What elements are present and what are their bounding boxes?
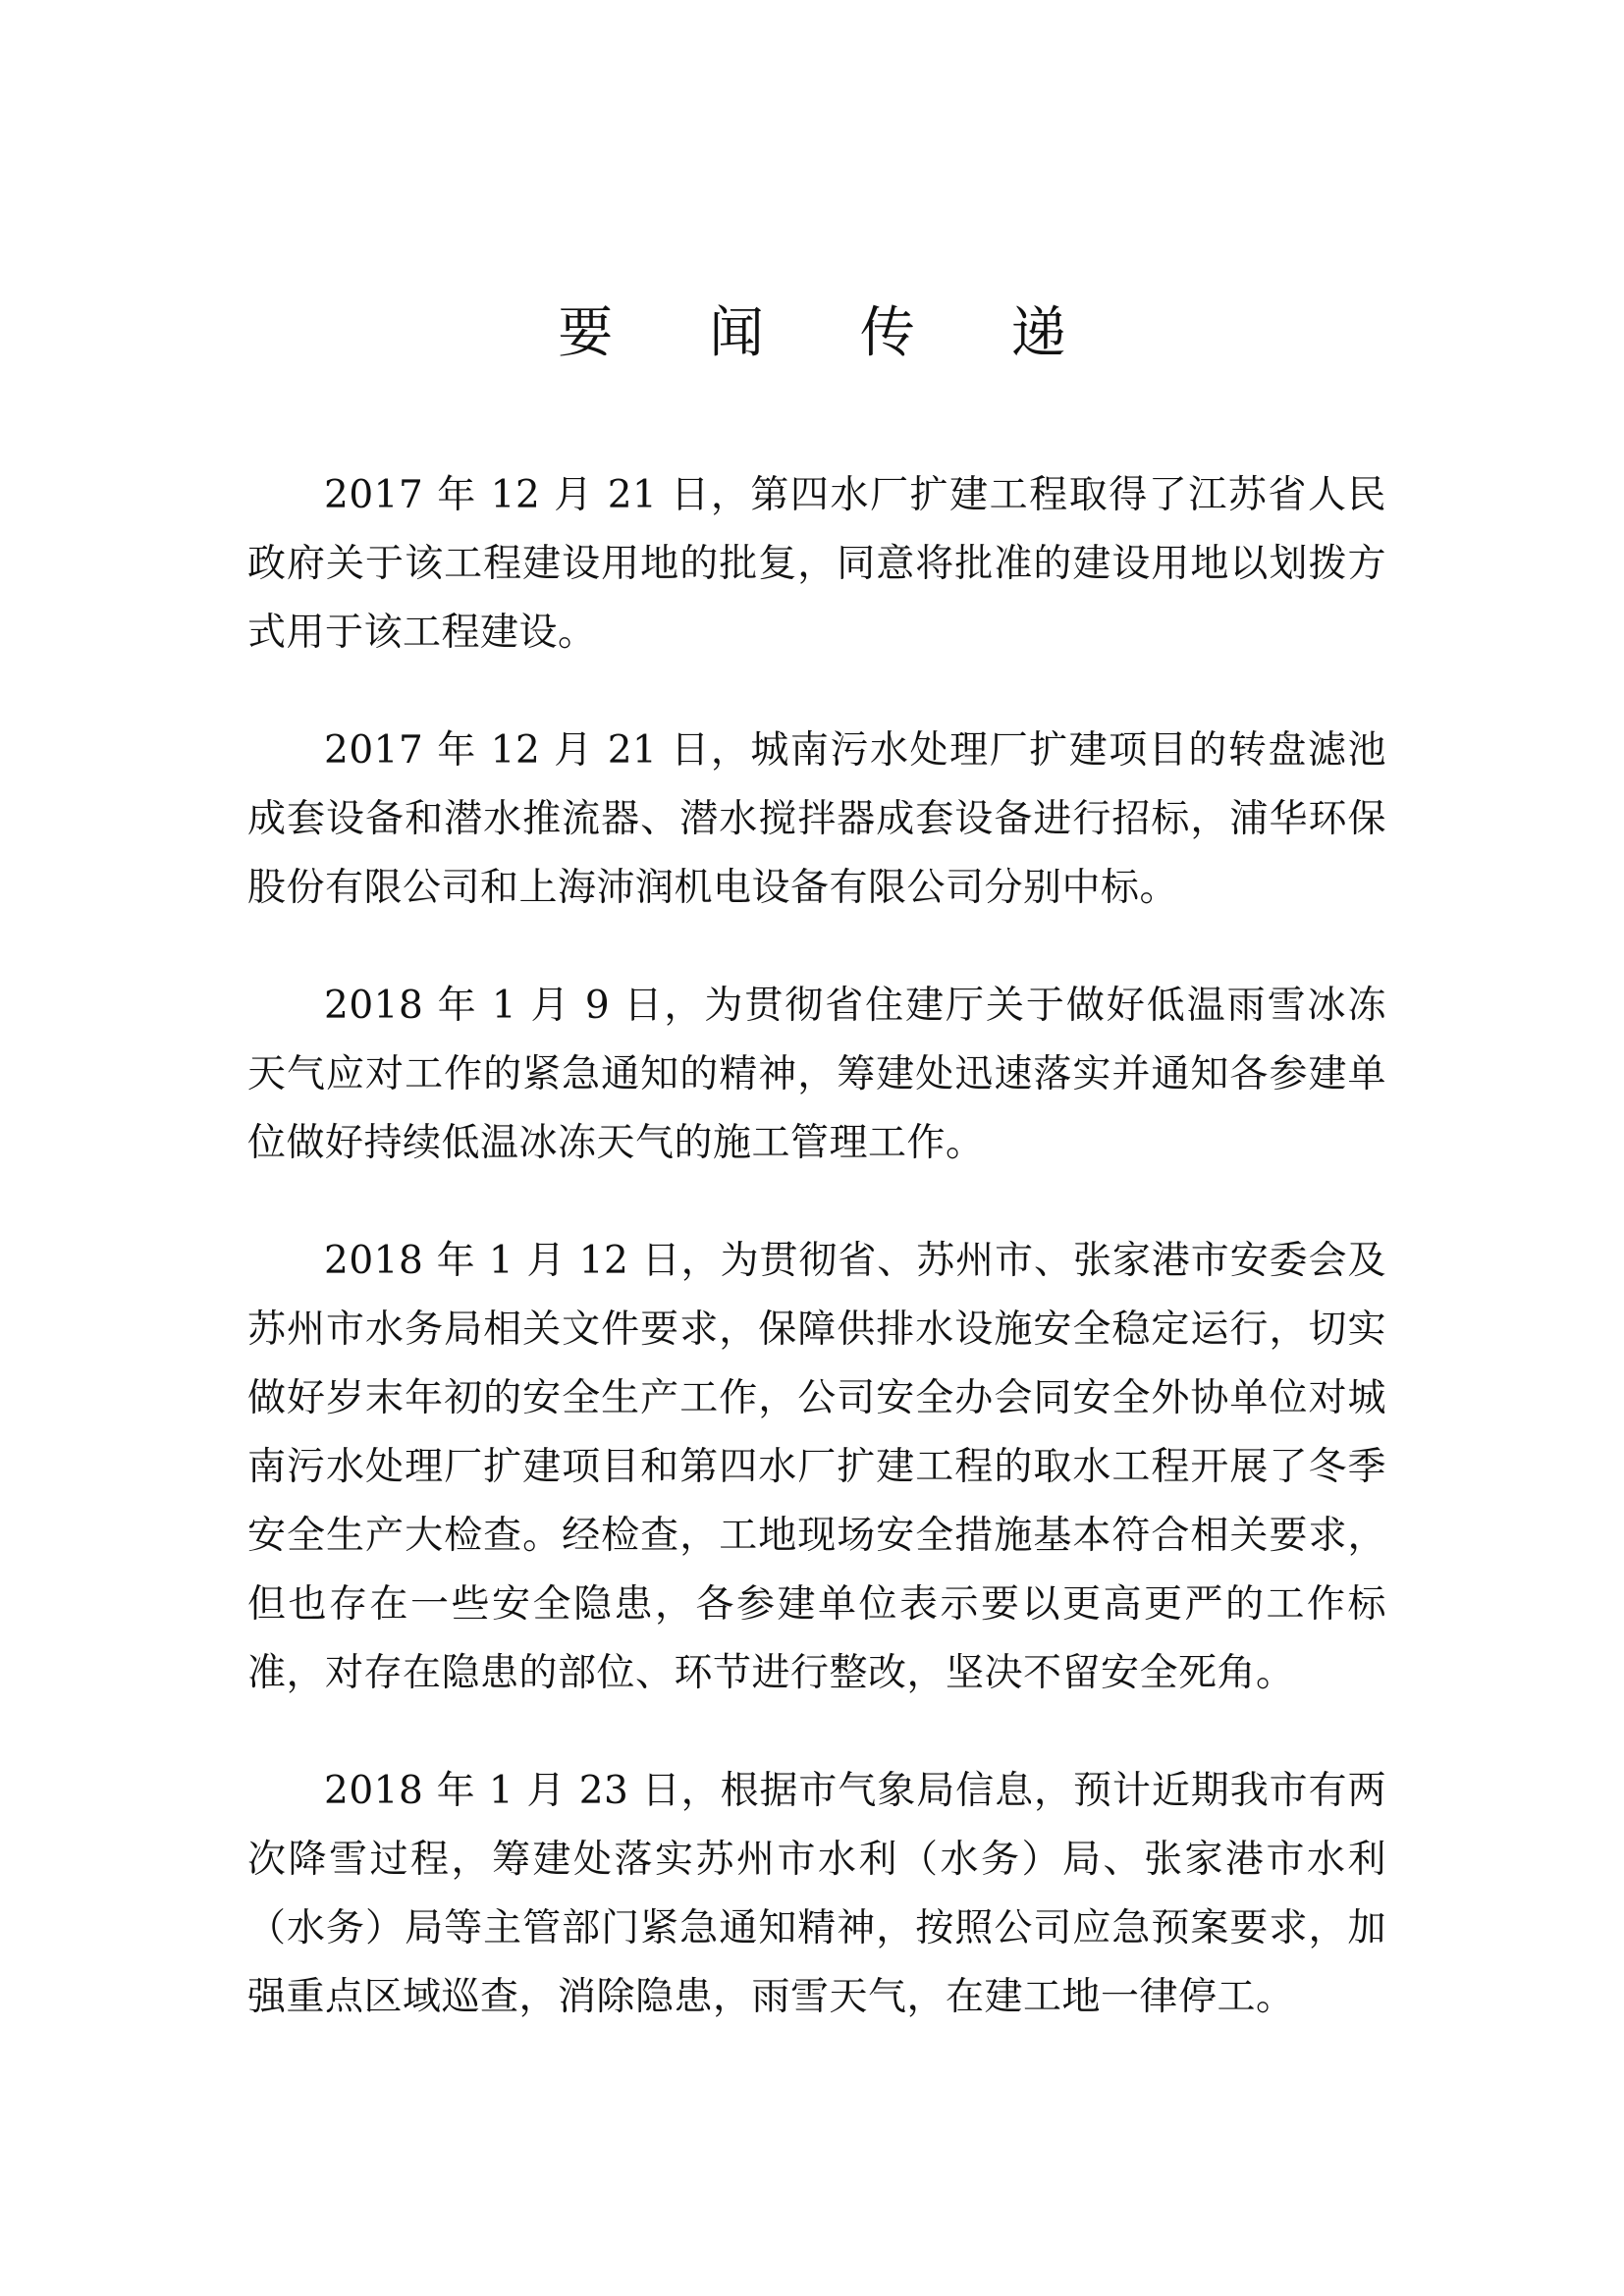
news-paragraph-1: 2017 年 12 月 21 日，第四水厂扩建工程取得了江苏省人民政府关于该工程建设用地的批复，同意将批准的建设用地以划拨方式用于该工程建设。 <box>247 473 1386 655</box>
page-title: 要 闻 传 递 <box>558 301 1106 365</box>
news-paragraph-5: 2018 年 1 月 23 日，根据市气象局信息，预计近期我市有两次降雪过程，筹建处落实苏州市水利（水务）局、张家港市水利（水务）局等主管部门紧急通知精神，按照公司应急预案要求，加强重点区域巡查，消除隐患，雨雪天气，在建工地一律停工。 <box>247 1769 1386 2019</box>
news-paragraph-2: 2017 年 12 月 21 日，城南污水处理厂扩建项目的转盘滤池成套设备和潜水推流器、潜水搅拌器成套设备进行招标，浦华环保股份有限公司和上海沛润机电设备有限公司分别中标。 <box>247 728 1386 910</box>
news-paragraph-4: 2018 年 1 月 12 日，为贯彻省、苏州市、张家港市安委会及苏州市水务局相关文件要求，保障供排水设施安全稳定运行，切实做好岁末年初的安全生产工作，公司安全办会同安全外协单位对城南污水处理厂扩建项目和第四水厂扩建工程的取水工程开展了冬季安全生产大检查。经检查，工地现场安全措施基本符合相关要求，但也存在一些安全隐患，各参建单位表示要以更高更严的工作标准，对存在隐患的部位、环节进行整改，坚决不留安全死角。 <box>247 1239 1386 1695</box>
news-paragraph-3: 2018 年 1 月 9 日，为贯彻省住建厅关于做好低温雨雪冰冻天气应对工作的紧急通知的精神，筹建处迅速落实并通知各参建单位做好持续低温冰冻天气的施工管理工作。 <box>247 984 1386 1165</box>
news-body <box>247 461 1386 2081</box>
